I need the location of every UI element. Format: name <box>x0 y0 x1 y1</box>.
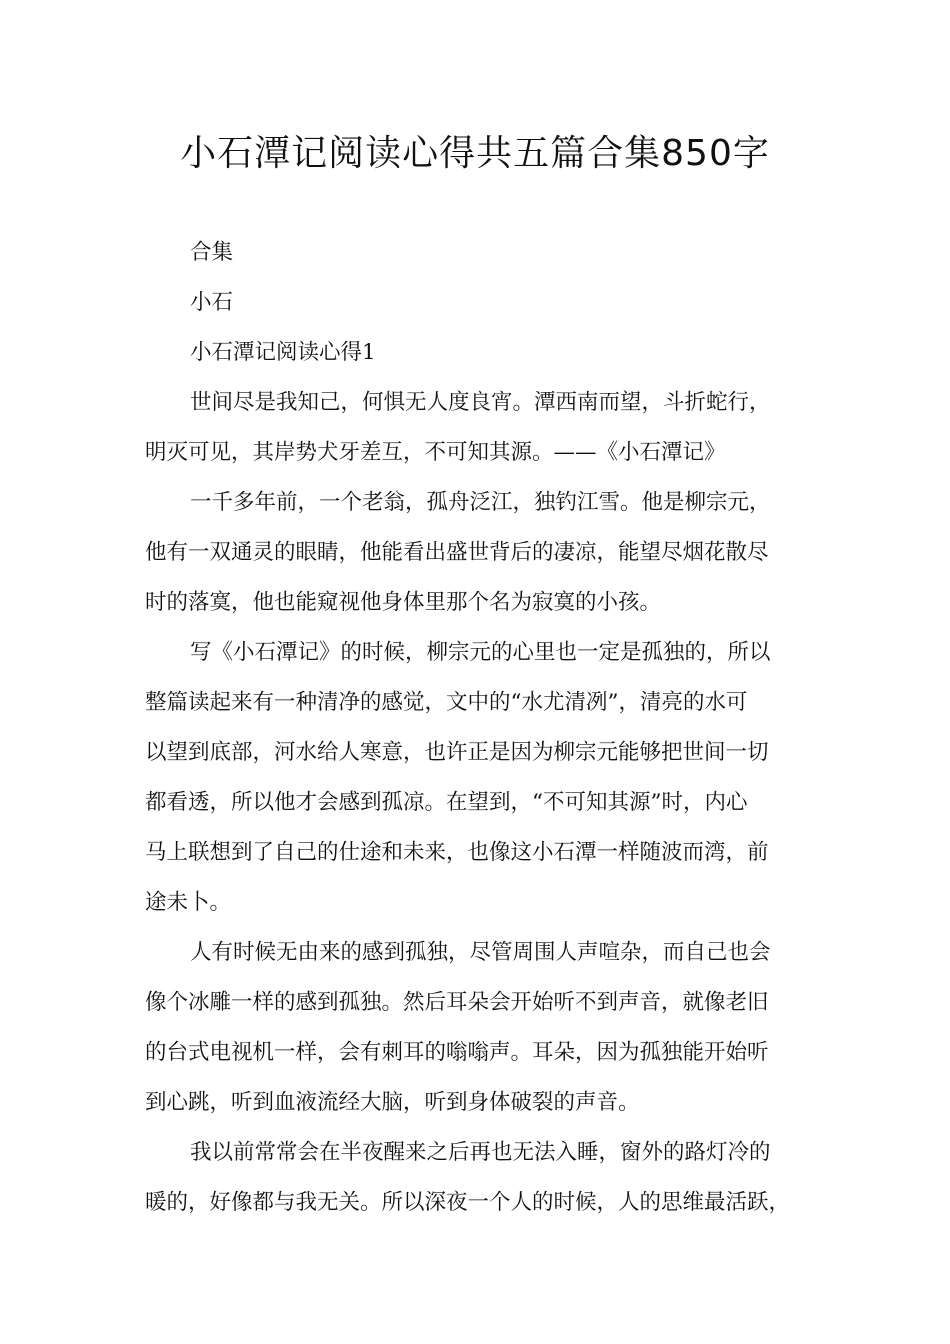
paragraph-line: 一千多年前，一个老翁，孤舟泛江，独钓江雪。他是柳宗元， <box>190 490 771 515</box>
paragraph <box>145 278 810 328</box>
document-body <box>145 228 810 1228</box>
paragraph <box>145 328 810 378</box>
paragraph-line: 写《小石潭记》的时候，柳宗元的心里也一定是孤独的，所以 <box>190 640 771 665</box>
paragraph-line: 像个冰雕一样的感到孤独。然后耳朵会开始听不到声音，就像老旧 <box>145 990 769 1015</box>
paragraph-line: 人有时候无由来的感到孤独，尽管周围人声喧杂，而自己也会 <box>190 940 771 965</box>
paragraph-line: 的台式电视机一样，会有刺耳的嗡嗡声。耳朵，因为孤独能开始听 <box>145 1040 769 1065</box>
paragraph-line: 世间尽是我知己，何惧无人度良宵。潭西南而望，斗折蛇行， <box>190 390 771 415</box>
document-title: 小石潭记阅读心得共五篇合集850字 <box>180 133 770 174</box>
paragraph <box>145 628 810 928</box>
paragraph-line: 到心跳，听到血液流经大脑，听到身体破裂的声音。 <box>145 1090 640 1115</box>
paragraph <box>145 228 810 278</box>
paragraph <box>145 478 810 628</box>
paragraph-line: 小石潭记阅读心得1 <box>190 340 376 365</box>
paragraph-line: 都看透，所以他才会感到孤凉。在望到，“不可知其源”时，内心 <box>145 790 748 815</box>
paragraph <box>145 1128 810 1228</box>
paragraph-line: 马上联想到了自己的仕途和未来，也像这小石潭一样随波而湾，前 <box>145 840 769 865</box>
paragraph <box>145 378 810 478</box>
paragraph-line: 合集 <box>190 240 234 265</box>
paragraph-line: 小石 <box>190 290 234 315</box>
paragraph-line: 整篇读起来有一种清净的感觉，文中的“水尤清冽”，清亮的水可 <box>145 690 748 715</box>
paragraph-line: 时的落寞，他也能窥视他身体里那个名为寂寞的小孩。 <box>145 590 662 615</box>
paragraph-line: 明灭可见，其岸势犬牙差互，不可知其源。——《小石潭记》 <box>145 440 726 465</box>
paragraph-line: 暖的，好像都与我无关。所以深夜一个人的时候，人的思维最活跃， <box>145 1190 791 1215</box>
paragraph-line: 以望到底部，河水给人寒意，也许正是因为柳宗元能够把世间一切 <box>145 740 769 765</box>
paragraph-line: 他有一双通灵的眼睛，他能看出盛世背后的凄凉，能望尽烟花散尽 <box>145 540 769 565</box>
paragraph-line: 途未卜。 <box>145 890 232 915</box>
paragraph-line: 我以前常常会在半夜醒来之后再也无法入睡，窗外的路灯冷的 <box>190 1140 771 1165</box>
paragraph <box>145 928 810 1128</box>
